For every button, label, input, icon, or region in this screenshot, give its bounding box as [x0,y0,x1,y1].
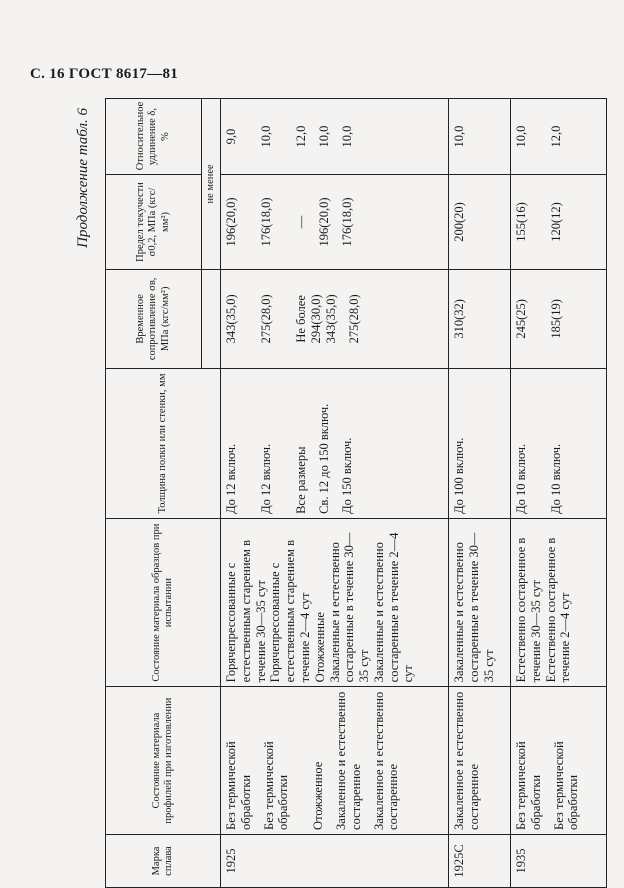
cell-text: Отожженное [311,761,325,830]
cell-value: 200(20) [452,202,466,242]
cell-value: 9,0 [224,128,238,145]
cell-value: 343(35,0) [224,294,238,344]
cell-text: Без термической обработки [514,741,543,830]
cell-text: Закаленное и естественно состаренное [371,691,401,830]
cell-yield [449,175,511,270]
properties-table [105,98,607,888]
header-profile-state: Состояние материала профилей при изготовлении [106,687,221,835]
cell-text: До 10 включ. [549,443,563,514]
page-header: С. 16 ГОСТ 8617—81 [30,66,179,82]
cell-yield [511,175,607,270]
cell-grade: 1935 [511,834,607,887]
cell-yield [221,175,449,270]
cell-tensile [449,269,511,368]
cell-text: Горячепрессованные с естественным старением в течение 30—35 сут [224,540,268,683]
cell-text: Закаленные и естественно состаренные в течение 30—35 сут [452,532,496,683]
cell-profile-state [511,687,607,835]
cell-value: 196(20,0) [224,197,238,247]
cell-text: Без термической обработки [224,741,253,830]
header-tensile: Временное сопротивление σв, МПа (кгс/мм²) [106,269,202,368]
cell-value: 176(18,0) [340,197,354,247]
cell-value: 245(25) [514,299,528,339]
cell-text: До 12 включ. [224,443,238,514]
header-thickness: Толщина полки или стенки, мм [106,368,221,518]
cell-profile-state [449,687,511,835]
cell-thickness [511,368,607,518]
header-tensile-blank [202,269,221,368]
cell-value: 176(18,0) [259,197,273,247]
cell-text: Закаленное и естественно состаренное [334,691,363,830]
cell-value: 12,0 [294,125,308,148]
cell-thickness [221,368,449,518]
cell-sample-state [511,518,607,686]
cell-text: До 10 включ. [514,443,528,514]
cell-value: 155(16) [514,202,528,242]
cell-text: Без термической обработки [261,741,291,830]
rotated-table-block [75,88,610,888]
header-not-less: не менее [202,99,221,270]
cell-text: Без термической обработки [551,741,581,830]
cell-value: 196(20,0) [317,197,331,247]
table-caption: Продолжение табл. 6 [75,108,91,248]
cell-elongation [511,99,607,175]
cell-value: 10,0 [514,125,528,148]
cell-text: Естественно состаренное в течение 2—4 сут [543,537,573,683]
header-grade: Марка сплава [106,834,221,887]
cell-value: 185(19) [549,299,563,339]
cell-elongation [221,99,449,175]
cell-value: Не более 294(30,0) [294,294,323,344]
table-row [511,99,607,888]
cell-text: До 100 включ. [452,437,466,514]
cell-text: Естественно состаренное в течение 30—35 сут [514,537,543,683]
cell-thickness [449,368,511,518]
header-elongation: Относительное удлинение δ, % [106,99,202,175]
cell-tensile [511,269,607,368]
cell-value: 343(35,0) [323,294,338,344]
cell-grade: 1925 [221,834,449,887]
cell-value: 275(28,0) [346,294,361,344]
cell-text: Горячепрессованные с естественным старением в течение 2—4 сут [268,540,312,683]
cell-value: 10,0 [317,125,331,148]
cell-grade: 1925С [449,834,511,887]
header-sample-state: Состояние материала образцов при испытании [106,518,221,686]
cell-tensile [221,269,449,368]
cell-profile-state [221,687,449,835]
cell-text: Закаленное и естественно состаренное [452,691,481,830]
cell-value: — [294,215,308,229]
cell-text: Закаленные и естественно состаренные в течение 30—35 сут [327,532,371,683]
cell-sample-state [449,518,511,686]
table-row [221,99,449,888]
cell-text: Св. 12 до 150 включ. [317,403,331,514]
cell-sample-state [221,518,449,686]
cell-value: 12,0 [549,125,563,148]
cell-value: 310(32) [452,299,466,339]
header-yield: Предел текучести σ0,2, МПа (кгс/мм²) [106,175,202,270]
cell-text: Отожженные [312,612,327,683]
cell-text: Закаленные и естественно состаренные в течение 2—4 сут [371,532,416,683]
cell-text: Все размеры [294,446,308,514]
cell-elongation [449,99,511,175]
cell-text: До 12 включ. [259,443,273,514]
cell-value: 10,0 [340,125,354,148]
cell-value: 120(12) [549,202,563,242]
cell-text: До 150 включ. [340,437,354,514]
cell-value: 275(28,0) [259,294,273,344]
cell-value: 10,0 [259,125,273,148]
table-row [449,99,511,888]
cell-value: 10,0 [452,125,466,148]
